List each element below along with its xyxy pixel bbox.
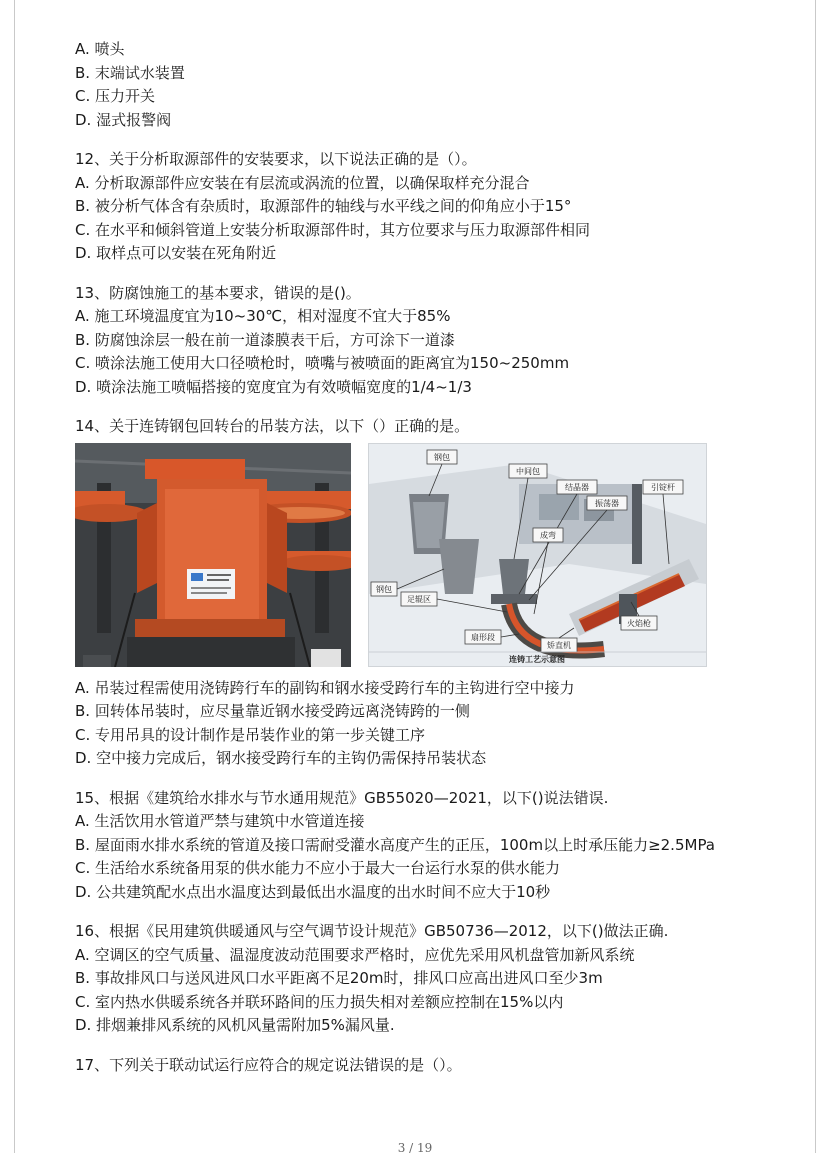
question-11-options: [75, 38, 755, 132]
question-14-stem: 14、关于连铸钢包回转台的吊装方法，以下（）正确的是。: [75, 417, 470, 435]
label-foot-roll-zone: 足辊区: [407, 594, 431, 604]
option-c: C. 喷涂法施工使用大口径喷枪时，喷嘴与被喷面的距离宜为150~250mm: [75, 354, 570, 372]
option-d: D. 取样点可以安装在死角附近: [75, 244, 277, 262]
question-17-stem: 17、下列关于联动试运行应符合的规定说法错误的是（）。: [75, 1055, 462, 1074]
label-tundish: 中间包: [516, 466, 540, 476]
label-segment: 扇形段: [471, 632, 495, 642]
label-torch: 火焰枪: [627, 618, 651, 628]
continuous-casting-diagram: [368, 443, 707, 667]
page-content: [75, 38, 755, 1077]
question-14-options: [75, 677, 755, 771]
question-14-images: [75, 443, 755, 667]
question-16-options: [75, 944, 755, 1038]
option-d: D. 喷涂法施工喷幅搭接的宽度宜为有效喷幅宽度的1/4~1/3: [75, 377, 472, 396]
option-b: B. 屋面雨水排水系统的管道及接口需耐受灌水高度产生的正压，100m以上时承压能力≥2.5MPa: [75, 835, 716, 854]
option-c: C. 室内热水供暖系统各并联环路间的压力损失相对差额应控制在15%以内: [75, 992, 564, 1011]
question-13-stem: 13、防腐蚀施工的基本要求，错误的是()。: [75, 283, 361, 302]
label-straightener: 矫直机: [547, 640, 571, 650]
question-12-stem: 12、关于分析取源部件的安装要求，以下说法正确的是（）。: [75, 150, 477, 168]
option-d: D. 公共建筑配水点出水温度达到最低出水温度的出水时间不应大于10秒: [75, 882, 551, 901]
option-a: A. 生活饮用水管道严禁与建筑中水管道连接: [75, 812, 365, 830]
option-a: A. 分析取源部件应安装在有层流或涡流的位置，以确保取样充分混合: [75, 173, 530, 192]
ladle-turret-photo: [75, 443, 351, 667]
option-c: C. 专用吊具的设计制作是吊装作业的第一步关键工序: [75, 725, 426, 744]
option-b: B. 被分析气体含有杂质时，取源部件的轴线与水平线之间的仰角应小于15°: [75, 197, 572, 215]
ladle-turret-illustration: [75, 443, 351, 667]
option-a: A. 空调区的空气质量、温湿度波动范围要求严格时，应优先采用风机盘管加新风系统: [75, 945, 635, 964]
page-left-edge: [14, 0, 15, 1153]
option-a: A. 施工环境温度宜为10~30℃，相对湿度不宜大于85%: [75, 307, 451, 325]
page-right-edge: [815, 0, 816, 1153]
question-15-options: [75, 810, 755, 904]
question-16-stem: 16、根据《民用建筑供暖通风与空气调节设计规范》GB50736—2012，以下()做法正确.: [75, 922, 669, 940]
page-number: 3 / 19: [397, 1141, 433, 1155]
label-dummy-bar: 引锭杆: [651, 482, 675, 492]
label-ladle-top: 钢包: [434, 452, 450, 462]
option-c: C. 生活给水系统备用泵的供水能力不应小于最大一台运行水泵的供水能力: [75, 859, 561, 877]
option-a: A. 吊装过程需使用浇铸跨行车的副钩和钢水接受跨行车的主钩进行空中接力: [75, 678, 575, 697]
option-a: A. 喷头: [75, 40, 125, 58]
diagram-caption: 连铸工艺示意图: [509, 654, 565, 664]
option-d: D. 空中接力完成后，钢水接受跨行车的主钩仍需保持吊装状态: [75, 749, 487, 767]
label-oscillator: 振荡器: [595, 498, 619, 508]
option-c: C. 压力开关: [75, 87, 156, 105]
option-b: B. 事故排风口与送风进风口水平距离不足20m时，排风口应高出进风口至少3m: [75, 969, 603, 987]
question-15-stem: 15、根据《建筑给水排水与节水通用规范》GB55020—2021，以下()说法错误.: [75, 788, 609, 807]
option-b: B. 防腐蚀涂层一般在前一道漆膜表干后，方可涂下一道漆: [75, 330, 455, 349]
option-b: B. 末端试水装置: [75, 63, 185, 82]
continuous-casting-illustration: [369, 444, 706, 666]
option-d: D. 湿式报警阀: [75, 110, 172, 129]
label-mold: 结晶器: [565, 482, 589, 492]
question-13-options: [75, 305, 755, 399]
option-b: B. 回转体吊装时，应尽量靠近钢水接受跨远离浇铸跨的一侧: [75, 702, 470, 720]
option-c: C. 在水平和倾斜管道上安装分析取源部件时，其方位要求与压力取源部件相同: [75, 220, 591, 239]
option-d: D. 排烟兼排风系统的风机风量需附加5%漏风量.: [75, 1016, 395, 1034]
label-ladle-bottom: 钢包: [376, 584, 392, 594]
label-bending: 成弯: [540, 530, 556, 540]
question-12-options: [75, 172, 755, 266]
